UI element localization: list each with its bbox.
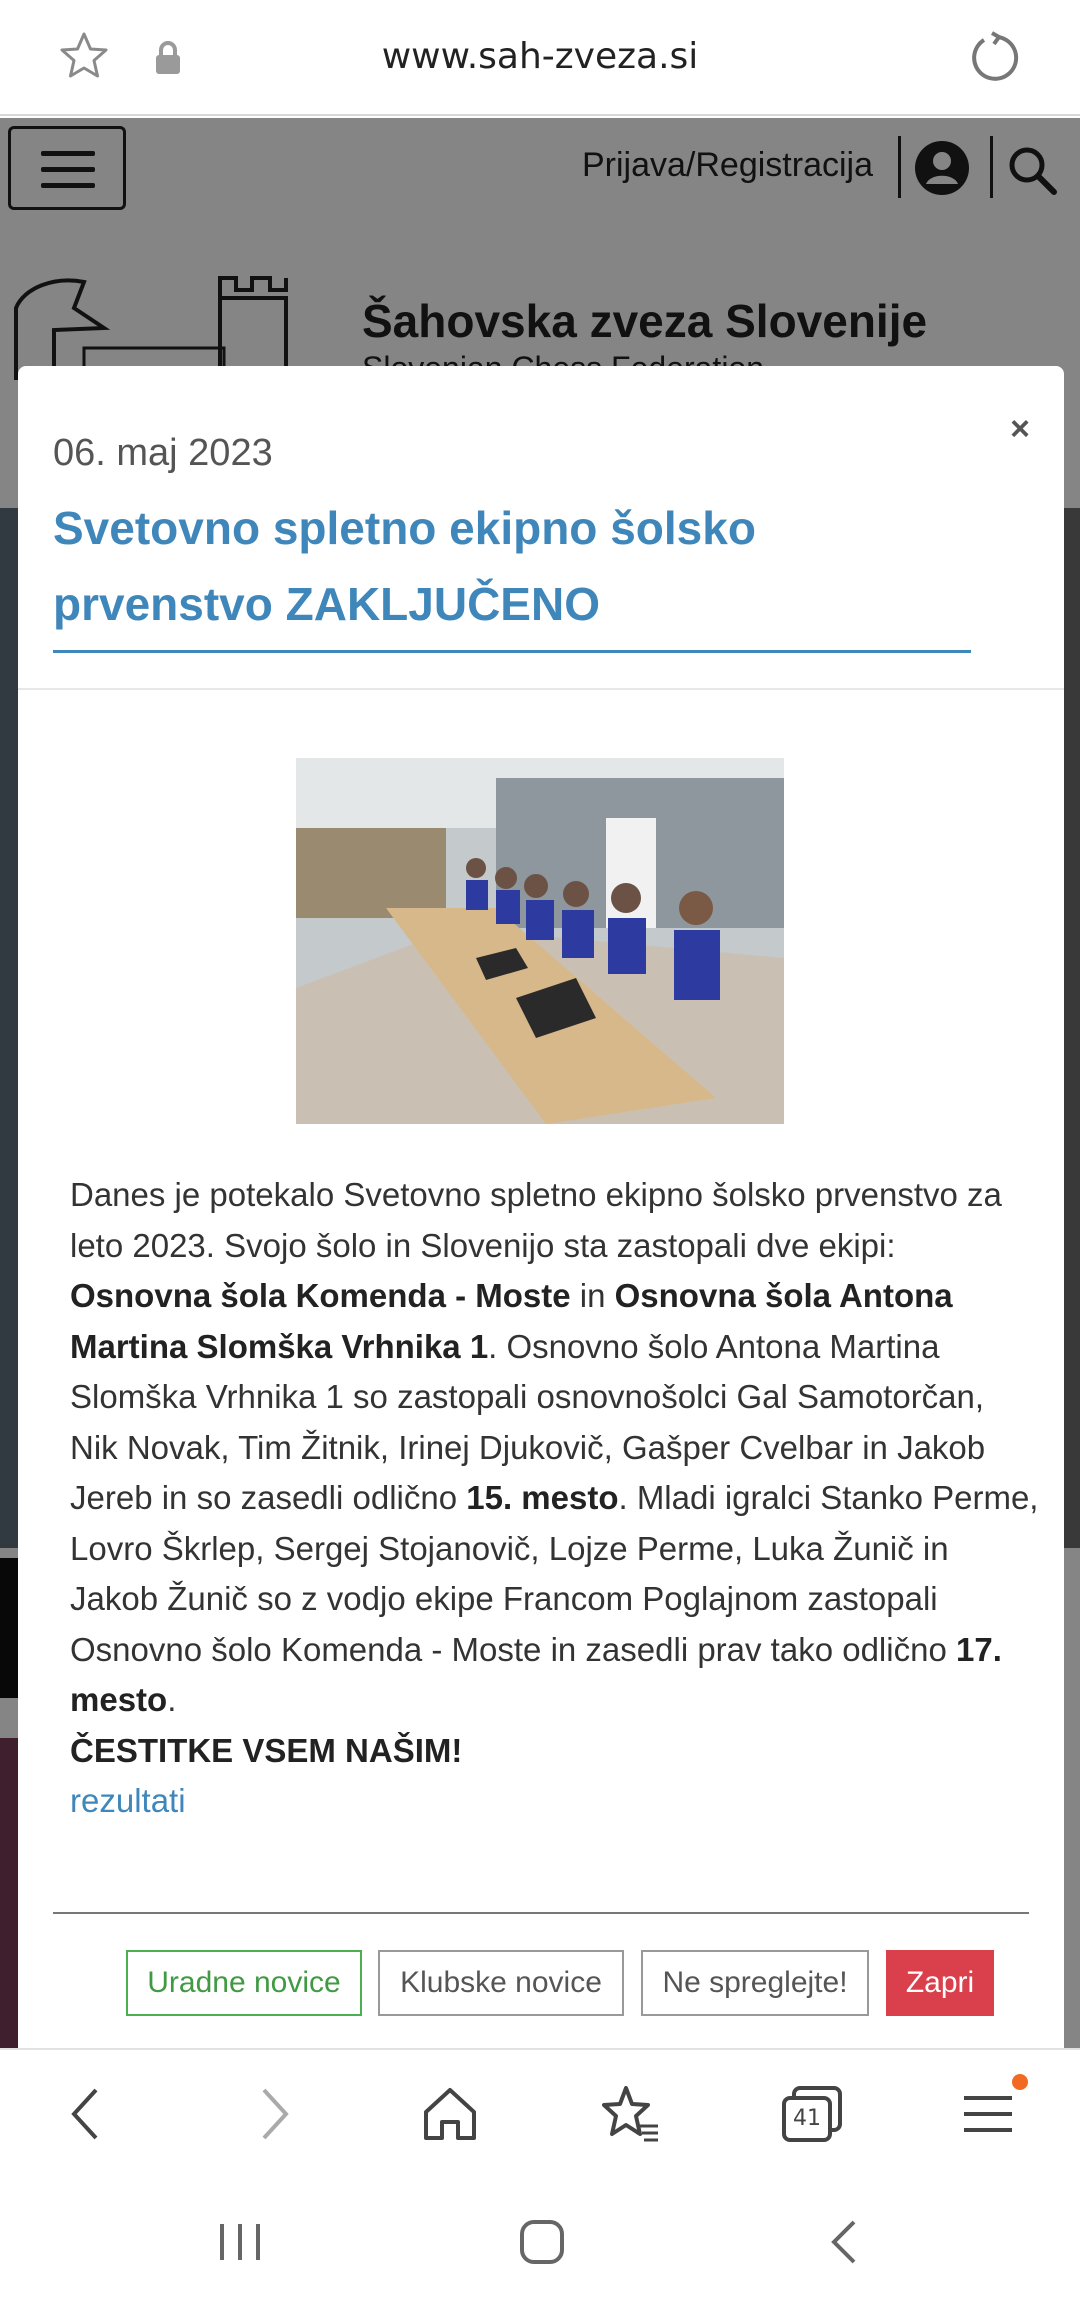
system-nav-bar xyxy=(0,2174,1080,2302)
browser-url-bar xyxy=(0,0,1080,116)
tabs-icon[interactable] xyxy=(778,2082,846,2146)
back-icon[interactable] xyxy=(56,2082,120,2146)
federation-title: Šahovska zveza Slovenije xyxy=(362,295,928,347)
news-modal xyxy=(18,366,1064,2048)
browser-toolbar xyxy=(0,2048,1080,2174)
reload-icon[interactable] xyxy=(968,30,1024,86)
header-divider xyxy=(18,688,1064,690)
congrats-text: ČESTITKE VSEM NAŠIM! xyxy=(70,1731,463,1769)
body-text: Danes je potekalo Svetovno spletno ekipno šolsko prvenstvo za leto 2023. Svojo šolo in Slovenijo sta zastopali dve ekipi: xyxy=(70,1176,1002,1264)
back-nav-icon[interactable] xyxy=(816,2214,876,2270)
news-date: 06. maj 2023 xyxy=(53,432,273,474)
dont-miss-button[interactable]: Ne spreglejte! xyxy=(641,1950,869,2016)
recent-apps-icon[interactable] xyxy=(210,2214,270,2270)
placement: 15. mesto xyxy=(466,1479,619,1516)
footer-divider xyxy=(53,1912,1029,1914)
forward-icon[interactable] xyxy=(240,2082,304,2146)
login-register-link[interactable]: Prijava/Registracija xyxy=(582,146,873,184)
menu-icon[interactable] xyxy=(956,2082,1020,2146)
placement: 17. mesto xyxy=(70,1630,1002,1718)
club-news-button[interactable]: Klubske novice xyxy=(378,1950,624,2016)
home-icon[interactable] xyxy=(418,2082,482,2146)
news-body xyxy=(70,1170,1040,1827)
school-name: Osnovna šola Komenda - Moste xyxy=(70,1277,571,1314)
title-underline xyxy=(53,650,971,653)
home-nav-icon[interactable] xyxy=(512,2214,572,2270)
body-text: in xyxy=(570,1277,615,1314)
tab-count: 41 xyxy=(793,2106,821,2131)
body-text: . Osnovno šolo Antona Martina Slomška Vrhnika 1 so zastopali osnovnošolci Gal Samotorčan, Nik Novak, Tim Žitnik, Irinej Djukovič, Gašper Cvelbar in Jakob Jereb in so zasedli odlično xyxy=(70,1327,986,1516)
school-name: Osnovna šola Antona Martina Slomška Vrhnika 1 xyxy=(70,1277,953,1365)
news-title: Svetovno spletno ekipno šolsko prvenstvo ZAKLJUČENO xyxy=(53,502,756,630)
news-photo xyxy=(296,758,784,1124)
body-text: . xyxy=(167,1681,177,1718)
results-link[interactable]: rezultati xyxy=(70,1782,186,1819)
url-text[interactable]: www.sah-zveza.si xyxy=(381,36,699,77)
notification-dot xyxy=(1012,2074,1028,2090)
close-icon[interactable]: × xyxy=(1010,410,1030,448)
close-button[interactable]: Zapri xyxy=(886,1950,994,2016)
official-news-button[interactable]: Uradne novice xyxy=(126,1950,362,2016)
bookmarks-icon[interactable] xyxy=(598,2082,662,2146)
body-text: . Mladi igralci Stanko Perme, Lovro Škrlep, Sergej Stojanovič, Lojze Perme, Luka Žunič in Jakob Žunič so z vodjo ekipe Francom Poglajnom zastopali Osnovno šolo Komenda - Moste in zasedli prav tako odlično xyxy=(70,1479,1039,1668)
